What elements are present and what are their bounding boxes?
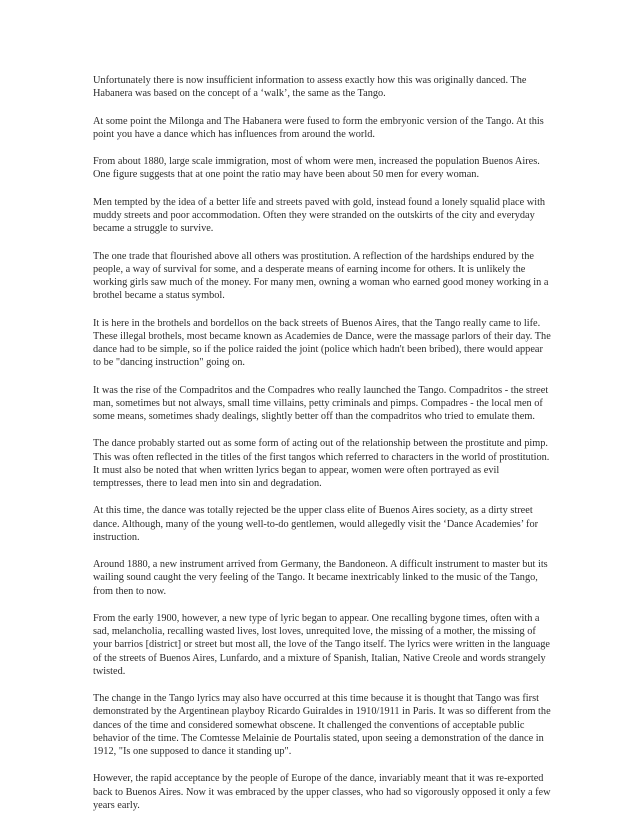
paragraph: The change in the Tango lyrics may also have occurred at this time because it is thought that Tango was first demonstrated by the Argentinean playboy Ricardo Guiraldes in 1910/1911 in Paris. It was so different from the dances of the time and considered somewhat obscene. It challenged the conventions of acceptable public behavior of the time. The Comtesse Melainie de Pourtalis stated, upon seeing a demonstration of the dance in 1912, "Is one supposed to dance it standing up".	[93, 693, 551, 757]
paragraph: However, the rapid acceptance by the people of Europe of the dance, invariably meant that it was re-exported back to Buenos Aires. Now it was embraced by the upper classes, who had so vigorously opposed it only a few years early.	[93, 773, 551, 811]
paragraph: Around 1880, a new instrument arrived from Germany, the Bandoneon. A difficult instrument to master but its wailing sound caught the very feeling of the Tango. It became inextricably linked to the music of the Tango, from then to now.	[93, 559, 548, 597]
document-body	[93, 74, 551, 826]
paragraph: At this time, the dance was totally rejected be the upper class elite of Buenos Aires society, as a dirty street dance. Although, many of the young well-to-do gentlemen, would allegedly visit the ‘Dance Academies’ for instruction.	[93, 505, 539, 543]
paragraph: Unfortunately there is now insufficient information to assess exactly how this was originally danced. The Habanera was based on the concept of a ‘walk’, the same as the Tango.	[93, 75, 527, 100]
paragraph: It was the rise of the Compadritos and the Compadres who really launched the Tango. Compadritos - the street man, sometimes but not always, small time villains, petty criminals and pimps. Compadres - the local men of some means, sometimes shady dealings, slightly better off than the compadritos who tried to emulate them.	[93, 384, 549, 422]
paragraph: The dance probably started out as some form of acting out of the relationship between the prostitute and pimp. This was often reflected in the titles of the first tangos which referred to characters in the world of prostitution. It must also be noted that when written lyrics began to appear, women were often portrayed as evil temptresses, there to lead men into sin and degradation.	[93, 438, 550, 489]
paragraph: The one trade that flourished above all others was prostitution. A reflection of the hardships endured by the people, a way of survival for some, and a desperate means of earning income for others. It is unlikely the working girls saw much of the money. For many men, owning a woman who earned good money working in a brothel became a status symbol.	[93, 250, 549, 302]
paragraph: From the early 1900, however, a new type of lyric began to appear. One recalling bygone times, often with a sad, melancholia, recalling wasted lives, lost loves, unrequited love, the missing of a mother, the missing of your barrios [district] or street but most all, the love of the Tango itself. The lyrics were written in the language of the streets of Buenos Aires, Lunfardo, and a mixture of Spanish, Italian, Native Creole and words strangely twisted.	[93, 612, 550, 677]
paragraph: It is here in the brothels and bordellos on the back streets of Buenos Aires, that the Tango really came to life. These illegal brothels, most became known as Academies de Dance, were the massage parlors of their day. The dance had to be simple, so if the police raided the joint (police which hadn't been bribed), there would appear to be "dancing instruction" going on.	[93, 317, 551, 369]
paragraph: From about 1880, large scale immigration, most of whom were men, increased the population Buenos Aires. One figure suggests that at one point the ratio may have been about 50 men for every woman.	[93, 156, 540, 181]
paragraph: At some point the Milonga and The Habanera were fused to form the embryonic version of the Tango. At this point you have a dance which has influences from around the world.	[93, 115, 544, 140]
paragraph: Men tempted by the idea of a better life and streets paved with gold, instead found a lonely squalid place with muddy streets and poor accommodation. Often they were stranded on the outskirts of the city and everyday became a struggle to survive.	[93, 196, 546, 235]
